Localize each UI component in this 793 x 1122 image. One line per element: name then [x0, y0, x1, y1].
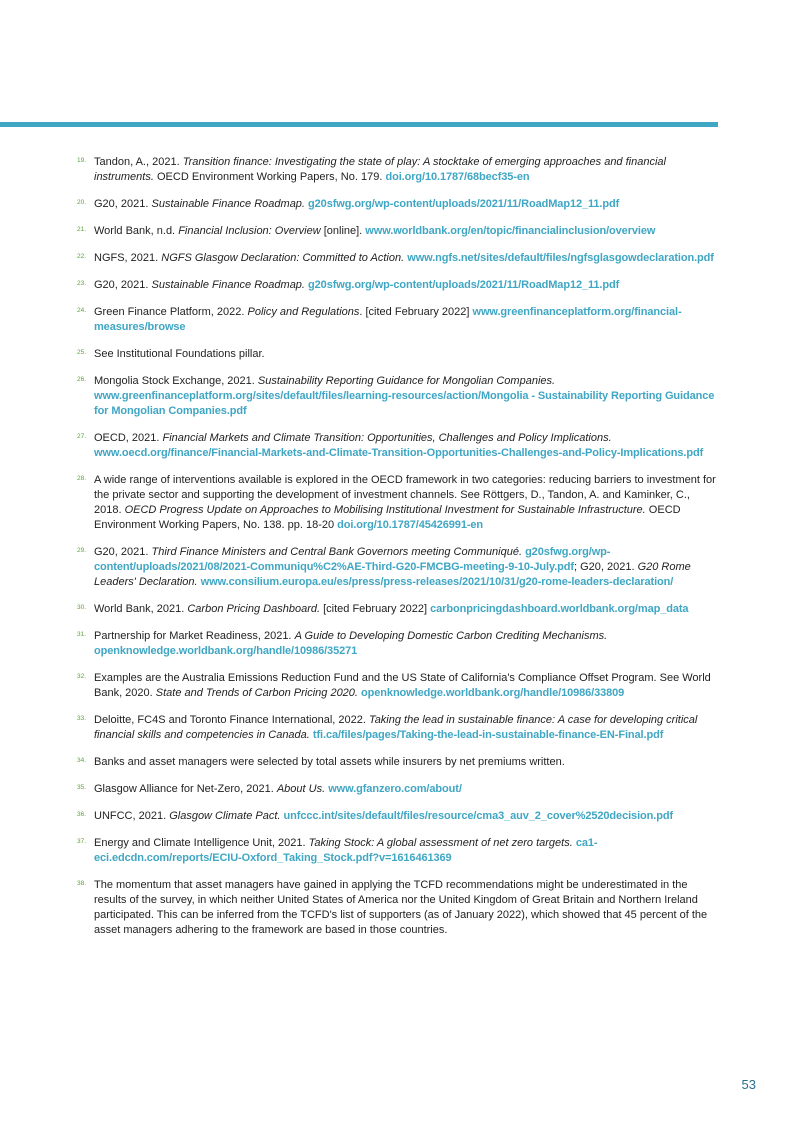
citation-detail: [cited February 2022] — [323, 603, 428, 615]
citation-text: World Bank, n.d. — [94, 225, 176, 237]
citation-title: About Us. — [276, 783, 326, 795]
citation-text: Partnership for Market Readiness, 2021. — [94, 630, 292, 642]
endnote-text — [94, 155, 717, 185]
citation-detail: OECD Environment Working Papers, No. 179. — [156, 171, 383, 183]
endnote-item — [77, 374, 717, 419]
endnote-text — [94, 197, 717, 212]
citation-link[interactable]: www.worldbank.org/en/topic/financialinclusion/overview — [365, 225, 656, 237]
endnote-text — [94, 545, 717, 590]
endnote-item — [77, 836, 717, 866]
endnote-number: 38. — [77, 880, 87, 887]
citation-title: Taking the lead in sustainable finance: A case for developing critical financial skills and competencies in Canada. — [94, 714, 698, 741]
header-accent-rule — [0, 122, 718, 127]
citation-title: Policy and Regulations — [247, 306, 360, 318]
citation-title: Financial Inclusion: Overview — [178, 225, 321, 237]
citation-text: ; G20, 2021. — [573, 561, 635, 573]
citation-text: See Institutional Foundations pillar. — [94, 348, 265, 360]
endnote-text — [94, 251, 717, 266]
citation-title: Sustainable Finance Roadmap. — [151, 279, 305, 291]
citation-detail: OECD Environment Working Papers, No. 138. pp. 18-20 — [94, 504, 681, 531]
citation-link[interactable]: www.ngfs.net/sites/default/files/ngfsglasgowdeclaration.pdf — [407, 252, 714, 264]
endnote-number: 33. — [77, 715, 87, 722]
endnote-number: 30. — [77, 604, 87, 611]
endnote-text — [94, 713, 717, 743]
citation-text: Green Finance Platform, 2022. — [94, 306, 245, 318]
citation-link[interactable]: www.greenfinanceplatform.org/financial-measures/browse — [94, 306, 682, 333]
endnote-number: 22. — [77, 253, 87, 260]
endnote-number: 21. — [77, 226, 87, 233]
citation-text: G20, 2021. — [94, 546, 149, 558]
citation-title: Third Finance Ministers and Central Bank Governors meeting Communiqué. — [151, 546, 522, 558]
citation-title: OECD Progress Update on Approaches to Mobilising Institutional Investment for Sustainable Infrastructure. — [124, 504, 646, 516]
endnote-text — [94, 629, 717, 659]
citation-title: Sustainable Finance Roadmap. — [151, 198, 305, 210]
endnote-item — [77, 473, 717, 533]
endnote-item — [77, 782, 717, 797]
endnote-text — [94, 782, 717, 797]
citation-link[interactable]: ca1-eci.edcdn.com/reports/ECIU-Oxford_Taking_Stock.pdf?v=1616461369 — [94, 837, 598, 864]
citation-text: NGFS, 2021. — [94, 252, 159, 264]
endnote-item — [77, 602, 717, 617]
citation-text: UNFCC, 2021. — [94, 810, 167, 822]
endnote-item — [77, 671, 717, 701]
citation-text: World Bank, 2021. — [94, 603, 185, 615]
endnote-number: 36. — [77, 811, 87, 818]
endnote-number: 20. — [77, 199, 87, 206]
endnote-text — [94, 671, 717, 701]
endnote-number: 28. — [77, 475, 87, 482]
citation-text: Examples are the Australia Emissions Reduction Fund and the US State of California's Compliance Offset Program. See World Bank, 2020. — [94, 672, 711, 699]
citation-text: Banks and asset managers were selected by total assets while insurers by net premiums written. — [94, 756, 565, 768]
citation-text: The momentum that asset managers have gained in applying the TCFD recommendations might be underestimated in the results of the survey, in which neither United States of America nor the United Kingdom of Great Britain and Northern Ireland participated. This can be inferred from the TCFD's list of supporters (as of January 2022), which showed that 45 percent of the asset managers adhering to the framework are based in those countries. — [94, 879, 708, 936]
endnote-item — [77, 197, 717, 212]
citation-text: Mongolia Stock Exchange, 2021. — [94, 375, 255, 387]
citation-text: A wide range of interventions available is explored in the OECD framework in two categories: reducing barriers to investment for the private sector and supporting the development of investment channels. See Röttgers, D., Tandon, A. and Kaminker, C., 2018. — [94, 474, 716, 516]
citation-title: NGFS Glasgow Declaration: Committed to Action. — [161, 252, 405, 264]
endnote-item — [77, 629, 717, 659]
citation-title: Sustainability Reporting Guidance for Mongolian Companies. — [257, 375, 556, 387]
citation-link[interactable]: doi.org/10.1787/68becf35-en — [385, 171, 530, 183]
endnote-item — [77, 278, 717, 293]
endnote-item — [77, 809, 717, 824]
citation-link[interactable]: www.consilium.europa.eu/es/press/press-releases/2021/10/31/g20-rome-leaders-declaration/ — [200, 576, 674, 588]
endnote-item — [77, 431, 717, 461]
endnote-text — [94, 374, 717, 419]
endnote-item — [77, 251, 717, 266]
endnote-number: 31. — [77, 631, 87, 638]
citation-detail: . [cited February 2022] — [359, 306, 470, 318]
endnote-number: 27. — [77, 433, 87, 440]
endnote-text — [94, 278, 717, 293]
citation-link[interactable]: www.oecd.org/finance/Financial-Markets-and-Climate-Transition-Opportunities-Challenges-and-Policy-Implications.pdf — [94, 447, 704, 459]
citation-title: Transition finance: Investigating the state of play: A stocktake of emerging approaches and financial instruments. — [94, 156, 666, 183]
endnote-number: 26. — [77, 376, 87, 383]
endnote-number: 29. — [77, 547, 87, 554]
endnote-text — [94, 602, 717, 617]
endnote-text — [94, 836, 717, 866]
citation-text: Glasgow Alliance for Net-Zero, 2021. — [94, 783, 274, 795]
endnote-item — [77, 713, 717, 743]
endnote-text — [94, 809, 717, 824]
citation-text: OECD, 2021. — [94, 432, 160, 444]
endnote-item — [77, 305, 717, 335]
endnote-number: 35. — [77, 784, 87, 791]
citation-link[interactable]: www.gfanzero.com/about/ — [328, 783, 462, 795]
citation-text: Deloitte, FC4S and Toronto Finance International, 2022. — [94, 714, 366, 726]
citation-title: Taking Stock: A global assessment of net zero targets. — [308, 837, 573, 849]
citation-title: Carbon Pricing Dashboard. — [187, 603, 321, 615]
citation-link[interactable]: g20sfwg.org/wp-content/uploads/2021/08/2021-Communiqu%C2%AE-Third-G20-FMCBG-meeting-9-10-July.pdf — [94, 546, 611, 573]
citation-link[interactable]: unfccc.int/sites/default/files/resource/cma3_auv_2_cover%2520decision.pdf — [283, 810, 674, 822]
endnote-item — [77, 347, 717, 362]
endnote-text — [94, 224, 717, 239]
citation-link[interactable]: carbonpricingdashboard.worldbank.org/map_data — [430, 603, 689, 615]
citation-title: A Guide to Developing Domestic Carbon Crediting Mechanisms. — [294, 630, 608, 642]
endnote-item — [77, 878, 717, 938]
citation-title: G20 Rome Leaders' Declaration. — [94, 561, 691, 588]
citation-title: State and Trends of Carbon Pricing 2020. — [155, 687, 358, 699]
citation-title: Glasgow Climate Pact. — [169, 810, 281, 822]
endnote-number: 34. — [77, 757, 87, 764]
endnote-number: 24. — [77, 307, 87, 314]
citation-detail: [online]. — [323, 225, 363, 237]
endnote-number: 19. — [77, 157, 87, 164]
citation-link[interactable]: g20sfwg.org/wp-content/uploads/2021/11/RoadMap12_11.pdf — [308, 198, 620, 210]
endnote-item — [77, 755, 717, 770]
page-number: 53 — [741, 1077, 756, 1092]
endnote-text — [94, 755, 717, 770]
citation-link[interactable]: tfi.ca/files/pages/Taking-the-lead-in-sustainable-finance-EN-Final.pdf — [312, 729, 664, 741]
citation-text: Tandon, A., 2021. — [94, 156, 180, 168]
citation-link[interactable]: www.greenfinanceplatform.org/sites/default/files/learning-resources/action/Mongolia - Sustainability Reporting Guidance for Mongolian Companies.pdf — [94, 390, 715, 417]
endnote-number: 25. — [77, 349, 87, 356]
endnote-text — [94, 878, 717, 938]
endnote-item — [77, 155, 717, 185]
endnotes-list — [77, 155, 717, 950]
endnote-text — [94, 347, 717, 362]
endnote-text — [94, 305, 717, 335]
endnote-number: 37. — [77, 838, 87, 845]
citation-text: G20, 2021. — [94, 198, 149, 210]
citation-link[interactable]: openknowledge.worldbank.org/handle/10986/35271 — [94, 645, 358, 657]
citation-title: Financial Markets and Climate Transition: Opportunities, Challenges and Policy Implications. — [162, 432, 612, 444]
endnote-number: 23. — [77, 280, 87, 287]
endnote-number: 32. — [77, 673, 87, 680]
citation-link[interactable]: g20sfwg.org/wp-content/uploads/2021/11/RoadMap12_11.pdf — [308, 279, 620, 291]
citation-link[interactable]: openknowledge.worldbank.org/handle/10986/33809 — [361, 687, 625, 699]
citation-text: G20, 2021. — [94, 279, 149, 291]
endnote-item — [77, 545, 717, 590]
endnote-text — [94, 431, 717, 461]
citation-link[interactable]: doi.org/10.1787/45426991-en — [337, 519, 484, 531]
citation-text: Energy and Climate Intelligence Unit, 2021. — [94, 837, 306, 849]
endnote-item — [77, 224, 717, 239]
endnote-text — [94, 473, 717, 533]
